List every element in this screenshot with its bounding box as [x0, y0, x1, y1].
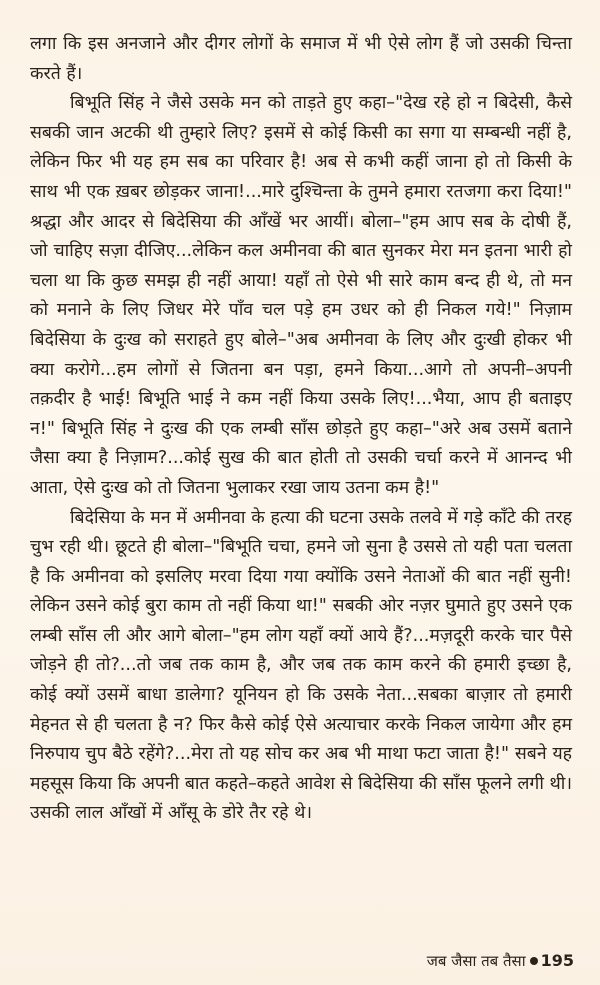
paragraph-2: बिभूति सिंह ने जैसे उसके मन को ताड़ते हुए कहा–"देख रहे हो न बिदेसी, कैसे सबकी जान अटकी थी तुम्हारे लिए? इसमें से कोई किसी का सगा या सम्बन्धी नहीं है, लेकिन फिर भी यह हम सब का परिवार है! अब से कभी कहीं जाना हो तो किसी के साथ भी एक ख़बर छोड़कर जाना!...मारे दुश्चिन्ता के तुमने हमारा रतजगा करा दिया!" श्रद्धा और आदर से बिदेसिया की आँखें भर आयीं। बोला–"हम आप सब के दोषी हैं, जो चाहिए सज़ा दीजिए...लेकिन कल अमीनवा की बात सुनकर मेरा मन इतना भारी हो चला था कि कुछ समझ ही नहीं आया! यहाँ तो ऐसे भी सारे काम बन्द ही थे, तो मन को मनाने के लिए जिधर मेरे पाँव चल पड़े हम उधर को ही निकल गये!" निज़ाम बिदेसिया के दुःख को सराहते हुए बोले–"अब अमीनवा के लिए और दुःखी होकर भी क्या करोगे...हम लोगों से जितना बन पड़ा, हमने किया...आगे तो अपनी–अपनी तक़दीर है भाई! बिभूति भाई ने कम नहीं किया उसके लिए!...भैया, आप ही बताइए न!" बिभूति सिंह ने दुःख की एक लम्बी साँस छोड़ते हुए कहा–"अरे अब उसमें बताने जैसा क्या है निज़ाम?...कोई सुख की बात होती तो उसकी चर्चा करने में आनन्द भी आता, ऐसे दुःख को तो जितना भुलाकर रखा जाय उतना कम है!"	[30, 93, 572, 498]
bullet-separator	[530, 957, 538, 965]
paragraph-1: लगा कि इस अनजाने और दीगर लोगों के समाज में भी ऐसे लोग हैं जो उसकी चिन्ता करते हैं।	[30, 34, 572, 84]
page-footer	[0, 951, 574, 971]
paragraph-3: बिदेसिया के मन में अमीनवा के हत्या की घटना उसके तलवे में गड़े काँटे की तरह चुभ रही थी। छूटते ही बोला–"बिभूति चचा, हमने जो सुना है उससे तो यही पता चलता है कि अमीनवा को इसलिए मरवा दिया गया क्योंकि उसने नेताओं की बात नहीं सुनी! लेकिन उसने कोई बुरा काम तो नहीं किया था!" सबकी ओर नज़र घुमाते हुए उसने एक लम्बी साँस ली और आगे बोला–"हम लोग यहाँ क्यों आये हैं?...मज़दूरी करके चार पैसे जोड़ने ही तो?...तो जब तक काम है, और जब तक काम करने की हमारी इच्छा है, कोई क्यों उसमें बाधा डालेगा? यूनियन हो कि उसके नेता...सबका बाज़ार तो हमारी मेहनत से ही चलता है न? फिर कैसे कोई ऐसे अत्याचार करके निकल जायेगा और हम निरुपाय चुप बैठे रहेंगे?...मेरा तो यह सोच कर अब भी माथा फटा जाता है!" सबने यह महसूस किया कि अपनी बात कहते–कहते आवेश से बिदेसिया की साँस फूलने लगी थी। उसकी लाल आँखों में आँसू के डोरे तैर रहे थे।	[30, 507, 572, 824]
running-title: जब जैसा तब तैसा	[426, 952, 526, 970]
page-number: 195	[540, 951, 574, 970]
